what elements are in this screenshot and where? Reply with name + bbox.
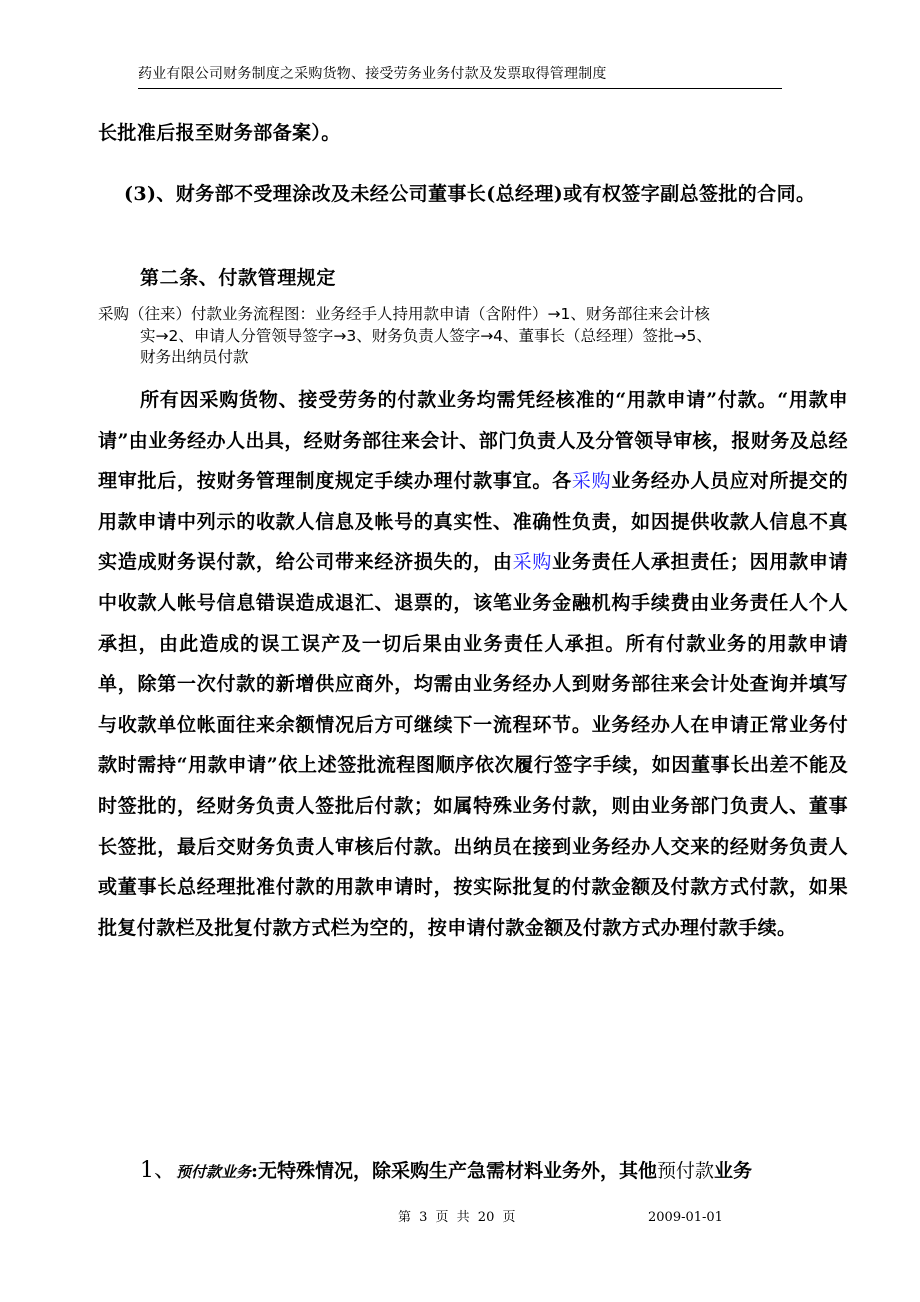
item-text-a: :无特殊情况，除采购生产急需材料业务外，其他 xyxy=(251,1160,658,1182)
list-item-prepayment xyxy=(140,1155,752,1187)
main-text-c: 业务经办人员应对所提交的用款申请中列示的收款人信息及帐号的真实性、准确性负责，如因提供收款人信息不真实造成财务误付款，给公司带来经济损失的，由 xyxy=(98,470,848,574)
item-number: 1、 xyxy=(140,1158,176,1183)
flow-line-3: 财务出纳员付款 xyxy=(140,348,249,366)
page-header xyxy=(138,62,782,89)
main-paragraph xyxy=(98,380,848,948)
main-text-a: 所有因采购货物、接受劳务的付款业务均需凭经核准的“用款申请”付款。“用款申请”由业务经办人出具，经财务部往来会计、部门负责人及分管领导审核，报财务及总经理审批后，按财务管理制度规定手续办理付款事宜。各 xyxy=(98,389,848,493)
item-text-c: 业务 xyxy=(714,1160,753,1182)
flow-line-1: 采购（往来）付款业务流程图：业务经手人持用款申请（含附件）→1、财务部往来会计核 xyxy=(98,305,710,323)
paragraph-continuation: 长批准后报至财务部备案）。 xyxy=(98,122,341,144)
paragraph-item-3: (3)、财务部不受理涂改及未经公司董事长(总经理)或有权签字副总签批的合同。 xyxy=(124,183,816,205)
header-title: 药业有限公司财务制度之采购货物、接受劳务业务付款及发票取得管理制度 xyxy=(138,66,607,82)
item-text-b: 预付款 xyxy=(657,1160,715,1182)
highlight-purchase-2: 采购 xyxy=(512,551,553,574)
flow-line-2: 实→2、申请人分管领导签字→3、财务负责人签字→4、董事长（总经理）签批→5、 xyxy=(140,326,712,345)
main-text-e: 业务责任人承担责任；因用款申请中收款人帐号信息错误造成退汇、退票的，该笔业务金融机构手续费由业务责任人个人承担，由此造成的误工误产及一切后果由业务责任人承担。所有付款业务的用款申请单，除第一次付款的新增供应商外，均需由业务经办人到财务部往来会计处查询并填写与收款单位帐面往来余额情况后方可继续下一流程环节。业务经办人在申请正常业务付款时需持“用款申请”依上述签批流程图顺序依次履行签字手续，如因董事长出差不能及时签批的，经财务负责人签批后付款；如属特殊业务付款，则由业务部门负责人、董事长签批，最后交财务负责人审核后付款。出纳员在接到业务经办人交来的经财务负责人或董事长总经理批准付款的用款申请时，按实际批复的付款金额及付款方式付款，如果批复付款栏及批复付款方式栏为空的，按申请付款金额及付款方式办理付款手续。 xyxy=(98,551,848,939)
section-heading: 第二条、付款管理规定 xyxy=(140,267,337,289)
footer-page-number: 第 3 页 共 20 页 xyxy=(398,1210,516,1225)
highlight-purchase-1: 采购 xyxy=(571,470,612,493)
item-label: 预付款业务 xyxy=(176,1163,252,1181)
footer-date: 2009-01-01 xyxy=(648,1210,723,1225)
payment-flow-description xyxy=(98,304,848,369)
